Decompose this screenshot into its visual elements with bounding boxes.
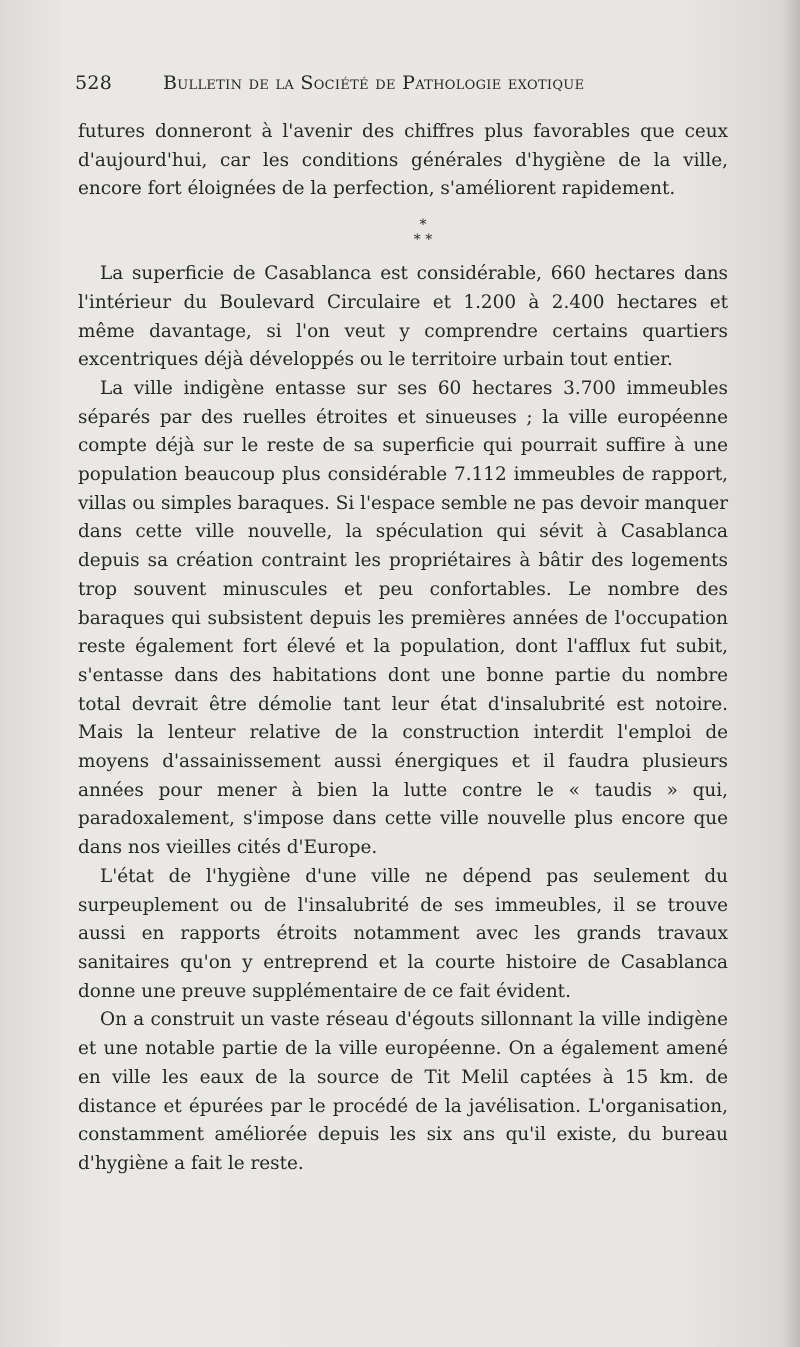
continuation-paragraph: futures donneront à l'avenir des chiffres plus favorables que ceux d'aujourd'hui, car les conditions générales d'hygiène de la ville, encore fort éloignées de la perfection, s'améliorent rapidement. (78, 121, 728, 200)
page-edge-shadow (782, 0, 800, 1347)
asterism-bottom: * * (413, 232, 433, 249)
paragraph-egouts: On a construit un vaste réseau d'égouts sillonnant la ville indigène et une notable partie de la ville européenne. On a également amené en ville les eaux de la source de Tit Melil captées à 15 km. de distance et épurées par le procédé de la javélisation. L'organisation, constamment améliorée depuis les six ans qu'il existe, du bureau d'hygiène a fait le reste. (78, 1009, 728, 1174)
journal-title: Bulletin de la Société de Pathologie exotique (163, 72, 585, 94)
running-head (75, 72, 715, 102)
paragraph-ville-indigene: La ville indigène entasse sur ses 60 hectares 3.700 immeubles séparés par des ruelles étroites et sinueuses ; la ville européenne compte déjà sur le reste de sa superficie qui pourrait suffire à une population beaucoup plus considérable 7.112 immeubles de rapport, villas ou simples baraques. Si l'espace semble ne pas devoir manquer dans cette ville nouvelle, la spéculation qui sévit à Casablanca depuis sa création contraint les propriétaires à bâtir des logements trop souvent minuscules et peu confortables. Le nombre des baraques qui subsistent depuis les premières années de l'occupation reste également fort élevé et la population, dont l'afflux fut subit, s'entasse dans des habitations dont une bonne partie du nombre total devrait être démolie tant leur état d'insalubrité est notoire. Mais la lenteur relative de la construction interdit l'emploi de moyens d'assainissement aussi énergiques et il faudra plusieurs années pour mener à bien la lutte contre le « taudis » qui, paradoxalement, s'impose dans cette ville nouvelle plus encore que dans nos vieilles cités d'Europe. (78, 377, 729, 859)
paragraph-superficie: La superficie de Casablanca est considérable, 660 hectares dans l'intérieur du Boulevard Circulaire et 1.200 à 2.400 hectares et même davantage, si l'on veut y comprendre certains quartiers excentriques déjà développés ou le territoire urbain tout entier. (78, 263, 728, 371)
body-text (78, 118, 728, 1179)
paragraph-etat-hygiene: L'état de l'hygiène d'une ville ne dépend pas seulement du surpeuplement ou de l'insalubrité de ses immeubles, il se trouve aussi en rapports étroits notamment avec les grands travaux sanitaires qu'on y entreprend et la courte histoire de Casablanca donne une preuve supplémentaire de ce fait évident. (78, 865, 728, 1002)
section-asterism (78, 218, 728, 248)
asterism-top: * (419, 217, 427, 234)
page-number: 528 (75, 72, 113, 94)
